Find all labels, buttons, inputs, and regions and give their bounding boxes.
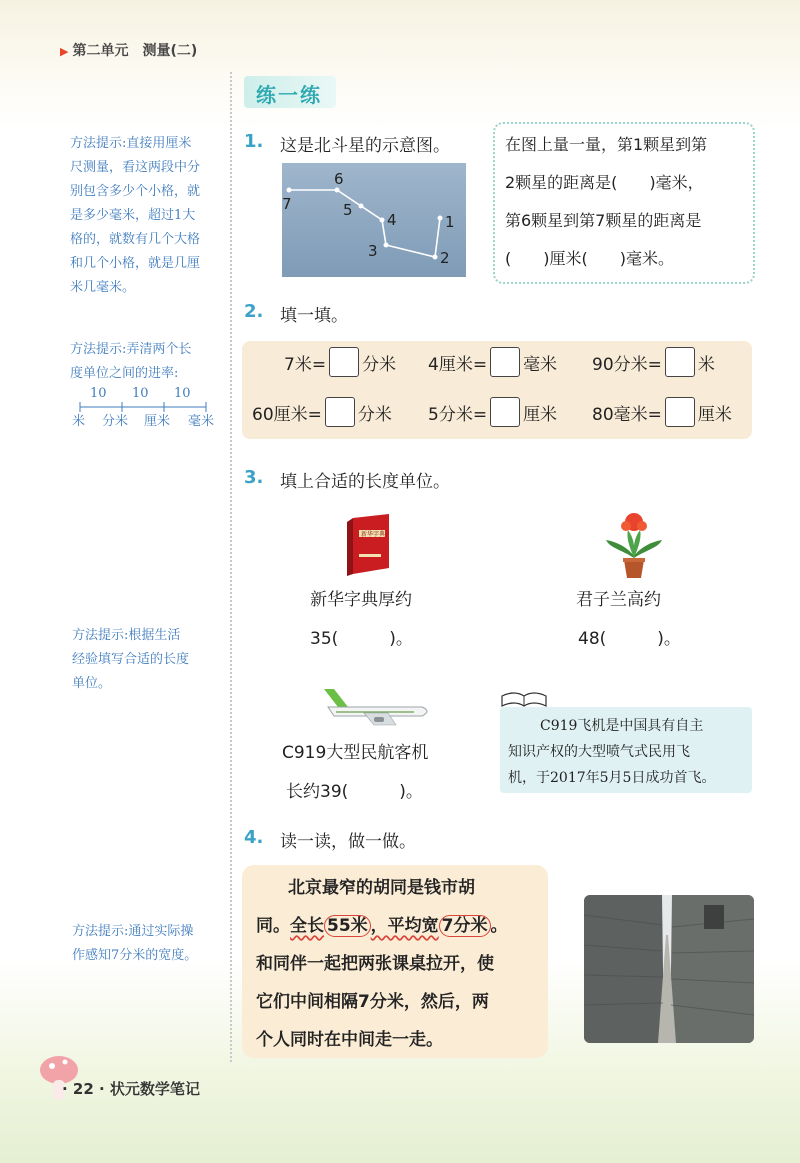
q4-line2: 同。全长 55米 ，平均宽 7分米 。 bbox=[256, 916, 508, 936]
q4-text: 读一读，做一做。 bbox=[280, 832, 416, 852]
unit-rate-diagram: 10 10 10 米 分米 厘米 毫米 bbox=[68, 390, 228, 436]
q2-number: 2. bbox=[244, 301, 264, 322]
dictionary-icon: 新华字典 bbox=[345, 514, 393, 576]
fill-item: 90分米= 米 bbox=[592, 347, 715, 377]
answer-box[interactable] bbox=[665, 347, 695, 377]
length-circle: 55米 bbox=[324, 915, 371, 937]
hint-3: 方法提示:根据生活 经验填写合适的长度 单位。 bbox=[72, 628, 190, 691]
q4-reading-box: 北京最窄的胡同是钱市胡 同。全长 55米 ，平均宽 7分米 。 和同伴一起把两张课桌拉开，使 它们中间相隔7分米，然后，两 个人同时在中间走一走。 bbox=[242, 865, 548, 1058]
hutong-alley-photo bbox=[584, 895, 754, 1043]
q1-question-box: 在图上量一量，第1颗星到第 2颗星的距离是( )毫米， 第6颗星到第7颗星的距离是 ( )厘米( )毫米。 bbox=[493, 122, 755, 284]
q3-text: 填上合适的长度单位。 bbox=[280, 472, 450, 492]
q1-blank-1[interactable]: 2颗星的距离是( )毫米， bbox=[505, 173, 704, 192]
q1-number: 1. bbox=[244, 131, 264, 152]
c919-note: C919飞机是中国具有自主 知识产权的大型喷气式民用飞 机，于2017年5月5日成功首飞。 bbox=[500, 707, 752, 793]
answer-box[interactable] bbox=[490, 397, 520, 427]
q2-text: 填一填。 bbox=[280, 306, 348, 326]
dictionary-answer[interactable]: 35( )。 bbox=[310, 629, 413, 649]
q2-fill-panel bbox=[242, 341, 752, 439]
q1-blank-2[interactable]: ( )厘米( )毫米。 bbox=[505, 249, 674, 268]
column-divider bbox=[230, 72, 232, 1062]
page-footer: · 22 · 状元数学笔记 bbox=[62, 1080, 200, 1098]
plane-answer[interactable]: 长约39( )。 bbox=[286, 782, 423, 802]
clivia-plant-icon bbox=[604, 510, 664, 580]
answer-box[interactable] bbox=[490, 347, 520, 377]
answer-box[interactable] bbox=[665, 397, 695, 427]
airplane-icon bbox=[314, 685, 434, 729]
triangle-icon: ▶ bbox=[60, 45, 69, 58]
q4-number: 4. bbox=[244, 827, 264, 848]
fill-item: 7米= 分米 bbox=[284, 347, 396, 377]
plant-label: 君子兰高约 bbox=[576, 590, 661, 610]
fill-item: 80毫米= 厘米 bbox=[592, 397, 732, 427]
star-label-1: 1 bbox=[445, 213, 455, 231]
dictionary-label: 新华字典厚约 bbox=[310, 590, 412, 610]
star-label-7: 7 bbox=[282, 195, 292, 213]
star-label-3: 3 bbox=[368, 242, 378, 260]
q1-text: 这是北斗星的示意图。 bbox=[280, 136, 450, 156]
unit-header: ▶ 第二单元 测量(二) bbox=[60, 43, 198, 59]
fill-item: 5分米= 厘米 bbox=[428, 397, 557, 427]
fill-item: 60厘米= 分米 bbox=[252, 397, 392, 427]
big-dipper-lines bbox=[282, 163, 466, 277]
width-circle: 7分米 bbox=[439, 915, 491, 937]
plant-answer[interactable]: 48( )。 bbox=[578, 629, 681, 649]
hint-4: 方法提示:通过实际操 作感知7分米的宽度。 bbox=[72, 924, 198, 963]
section-title-tab bbox=[244, 76, 336, 108]
hint-1: 方法提示:直接用厘米 尺测量，看这两段中分 别包含多少个小格，就 是多少毫米，超过1大 格的，就数有几个大格 和几个小格，就是几厘 米几毫米。 bbox=[70, 136, 201, 295]
star-label-6: 6 bbox=[334, 170, 344, 188]
q3-number: 3. bbox=[244, 467, 264, 488]
star-label-5: 5 bbox=[343, 201, 353, 219]
big-dipper-diagram bbox=[282, 163, 466, 277]
fill-item: 4厘米= 毫米 bbox=[428, 347, 557, 377]
hint-2: 方法提示:弄清两个长 度单位之间的进率: bbox=[70, 342, 192, 381]
star-label-4: 4 bbox=[387, 211, 397, 229]
star-label-2: 2 bbox=[440, 249, 450, 267]
section-title: 练一练 bbox=[256, 83, 322, 107]
answer-box[interactable] bbox=[329, 347, 359, 377]
answer-box[interactable] bbox=[325, 397, 355, 427]
plane-label: C919大型民航客机 bbox=[282, 743, 429, 763]
